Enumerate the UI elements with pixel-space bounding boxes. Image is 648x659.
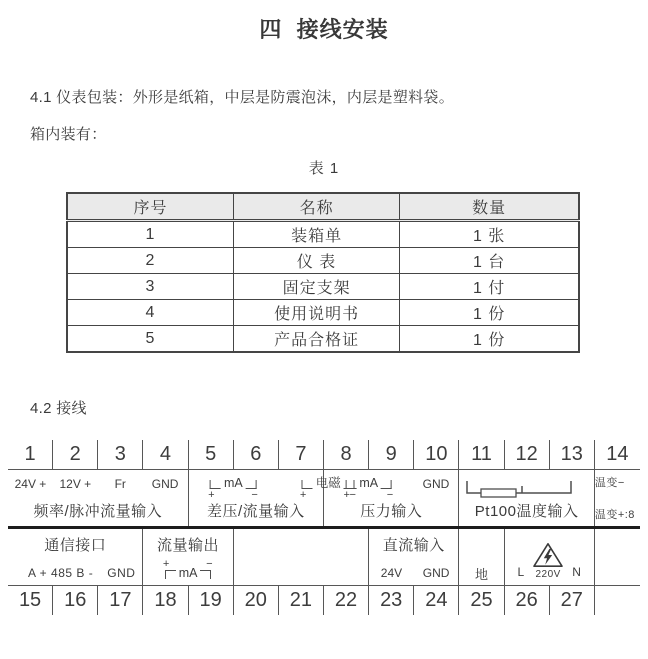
bracket-right-icon	[381, 480, 394, 501]
pin-label-gnd: GND	[107, 566, 136, 580]
table-row	[67, 326, 579, 353]
high-voltage-symbol	[532, 541, 564, 580]
pin-label-live: L	[517, 565, 525, 579]
pin-label-fr: Fr	[114, 477, 126, 491]
bracket-left-icon	[343, 480, 356, 501]
terminal-number: 10	[414, 440, 459, 469]
rtd-3wire-icon	[460, 477, 593, 499]
group-name: 差压/流量输入	[206, 503, 305, 520]
table-row	[67, 248, 579, 274]
pin-labels	[143, 558, 232, 580]
pin-labels	[8, 566, 142, 580]
plus-sign: +	[162, 558, 170, 570]
terminal-number: 25	[459, 586, 504, 615]
high-voltage-icon	[532, 541, 564, 569]
bracket-right-icon	[246, 480, 258, 501]
group-name: 频率/脉冲流量输入	[33, 503, 163, 520]
terminal-number-empty	[595, 586, 640, 615]
top-group-row	[8, 470, 640, 526]
col-header-qty: 数量	[400, 193, 579, 221]
cell-qty: 1 张	[400, 221, 579, 248]
group-name: 通信接口	[44, 537, 107, 554]
terminal-number: 23	[369, 586, 414, 615]
terminal-number: 15	[8, 586, 53, 615]
group-dc-input	[369, 529, 459, 585]
terminal-number: 7	[279, 440, 324, 469]
terminal-number: 12	[505, 440, 550, 469]
terminal-number: 1	[8, 440, 53, 469]
bracket-label: 电磁	[315, 476, 341, 490]
group-name: 流量输出	[157, 537, 220, 554]
terminal-number: 19	[189, 586, 234, 615]
bracket-left-icon	[207, 480, 221, 501]
pin-label-neutral: N	[572, 565, 581, 579]
bracket-left-icon	[162, 558, 176, 579]
bottom-group-row	[8, 529, 640, 585]
packing-list-table	[66, 192, 580, 353]
cell-name: 使用说明书	[233, 300, 399, 326]
table-row	[67, 300, 579, 326]
terminal-number: 24	[414, 586, 459, 615]
group-mains-power	[505, 529, 595, 585]
pin-labels	[8, 477, 188, 491]
bracket-label: mA	[223, 476, 243, 490]
ma-loop-symbol	[207, 476, 258, 501]
terminal-number: 26	[505, 586, 550, 615]
cell-index: 5	[67, 326, 233, 353]
pin-label-gnd: GND	[422, 477, 450, 491]
table-caption: 表 1	[308, 160, 340, 177]
terminal-number: 9	[369, 440, 414, 469]
group-frequency-pulse-input	[8, 470, 189, 526]
terminal-number: 5	[189, 440, 234, 469]
cell-qty: 1 台	[400, 248, 579, 274]
terminal-number: 17	[98, 586, 143, 615]
pin-label-gnd: GND	[151, 477, 179, 491]
rtd-sensor-symbol	[459, 477, 593, 499]
top-terminal-number-row	[8, 440, 640, 470]
cell-qty: 1 份	[400, 326, 579, 353]
group-temp-transmitter	[595, 470, 640, 526]
bracket-label: mA	[359, 476, 379, 490]
col-header-index: 序号	[67, 193, 233, 221]
terminal-number: 8	[324, 440, 369, 469]
plus-sign: +	[207, 489, 215, 501]
group-unused-right	[595, 529, 640, 585]
cell-qty: 1 份	[400, 300, 579, 326]
pin-labels	[369, 566, 458, 580]
pin-labels	[324, 476, 458, 501]
ma-loop-symbol	[343, 476, 394, 501]
minus-sign: −	[386, 489, 394, 501]
minus-sign: −	[206, 558, 213, 570]
terminal-number: 22	[324, 586, 369, 615]
pin-label-earth: 地	[474, 567, 488, 582]
group-comm-port	[8, 529, 143, 585]
pin-label-24v: 24V +	[14, 477, 47, 491]
group-name: 压力输入	[360, 503, 423, 520]
temp-transmitter-plus: 温变+:8	[594, 509, 635, 521]
terminal-number: 2	[53, 440, 98, 469]
bracket-left-icon	[299, 480, 313, 501]
terminal-number: 13	[550, 440, 595, 469]
pin-label-220v: 220V	[535, 569, 561, 580]
bracket-label: mA	[178, 566, 198, 580]
group-pressure-input	[324, 470, 459, 526]
pin-label-12v: 12V +	[59, 477, 92, 491]
group-earth	[459, 529, 504, 585]
terminal-number: 27	[550, 586, 595, 615]
plus-sign: +	[343, 489, 350, 501]
group-name: 直流输入	[382, 537, 445, 554]
pin-labels	[189, 476, 356, 501]
bottom-terminal-number-row	[8, 585, 640, 615]
cell-name: 产品合格证	[233, 326, 399, 353]
terminal-number: 14	[606, 443, 629, 465]
group-dp-flow-input	[189, 470, 356, 526]
pin-labels	[459, 564, 503, 580]
table-head	[67, 193, 579, 221]
terminal-number: 11	[459, 440, 504, 469]
table-row	[67, 221, 579, 248]
cell-qty: 1 付	[400, 274, 579, 300]
pin-label-rs485: A + 485 B -	[28, 566, 94, 580]
table-body	[67, 221, 579, 353]
terminal-number: 6	[234, 440, 279, 469]
bracket-right-icon	[200, 558, 213, 579]
group-name: Pt100温度输入	[474, 503, 579, 520]
paragraph-box-contents: 箱内装有：	[30, 126, 107, 143]
minus-sign: −	[251, 489, 258, 501]
section-heading-wiring: 4.2 接线	[30, 400, 87, 417]
minus-sign: −	[349, 489, 356, 501]
cell-index: 4	[67, 300, 233, 326]
terminal-number: 16	[53, 586, 98, 615]
ma-loop-symbol	[162, 558, 213, 580]
cell-name: 装箱单	[233, 221, 399, 248]
group-flow-output	[143, 529, 233, 585]
cell-name: 固定支架	[233, 274, 399, 300]
cell-name: 仪 表	[233, 248, 399, 274]
table-row	[67, 274, 579, 300]
plus-sign: +	[299, 489, 307, 501]
pin-label-gnd: GND	[422, 566, 450, 580]
terminal-number: 4	[143, 440, 188, 469]
page-title: 四 接线安装	[259, 17, 389, 42]
pin-label-24v: 24V	[380, 566, 403, 580]
terminal-number: 20	[234, 586, 279, 615]
cell-index: 3	[67, 274, 233, 300]
cell-index: 2	[67, 248, 233, 274]
paragraph-packing: 4.1 仪表包装：外形是纸箱，中层是防震泡沫，内层是塑料袋。	[30, 89, 455, 106]
terminal-wiring-diagram	[8, 440, 640, 615]
group-unused	[234, 529, 369, 585]
temp-transmitter-minus: 温变−	[594, 477, 625, 489]
col-header-name: 名称	[233, 193, 399, 221]
terminal-number: 3	[98, 440, 143, 469]
group-pt100-input	[459, 470, 594, 526]
terminal-number: 21	[279, 586, 324, 615]
terminal-number: 18	[143, 586, 188, 615]
cell-index: 1	[67, 221, 233, 248]
table-header-row	[67, 193, 579, 221]
